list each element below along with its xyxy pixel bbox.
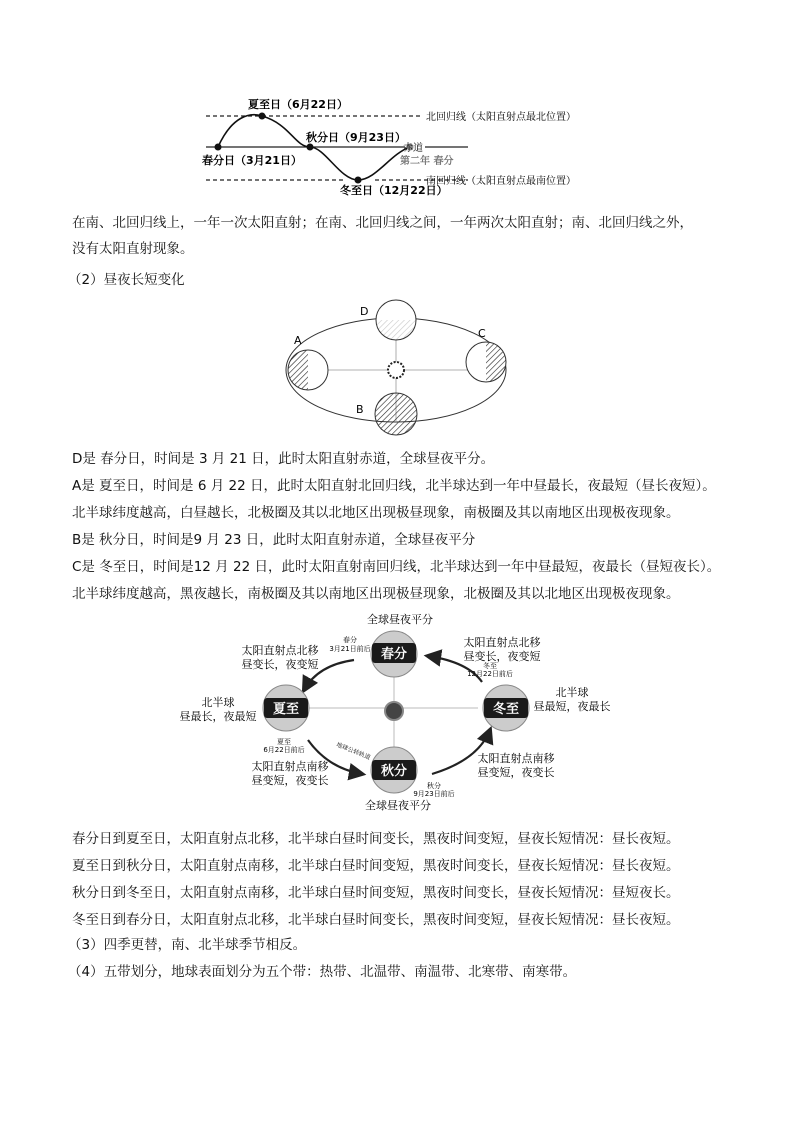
summer-date: 6月22日前后	[263, 746, 305, 754]
earth-b	[375, 393, 417, 435]
earth-d	[376, 300, 416, 340]
spring-small: 春分	[343, 636, 357, 644]
summer-point	[259, 113, 266, 120]
earth-c	[466, 342, 506, 382]
tr-line1: 太阳直射点北移	[463, 636, 541, 649]
earth-a	[288, 350, 328, 390]
br-line2: 昼变短，夜变长	[477, 766, 555, 779]
right-line2: 昼最短，夜最长	[533, 700, 611, 713]
orbit-label-c: C	[478, 327, 486, 340]
section-4: （4）五带划分，地球表面划分为五个带：热带、北温带、南温带、北寒带、南寒带。	[68, 964, 577, 980]
top-label: 全球昼夜平分	[367, 613, 433, 626]
tr-line2: 昼变长，夜变短	[463, 650, 541, 663]
orbit-label-b: B	[356, 403, 364, 416]
summer-label: 夏至日（6月22日）	[248, 98, 348, 111]
spring-badge: 春分	[380, 647, 408, 662]
north-tropic-label: 北回归线（太阳直射点最北位置）	[426, 112, 576, 123]
orbit-figure	[270, 290, 530, 440]
left-line2: 昼最长，夜最短	[179, 710, 257, 723]
winter-date: 12月22日前后	[467, 670, 513, 678]
winter-point	[355, 177, 362, 184]
spring-date: 3月21日前后	[329, 645, 371, 653]
autumn-date: 9月23日前后	[413, 790, 455, 798]
right-line1: 北半球	[555, 686, 589, 699]
section-3: （3）四季更替，南、北半球季节相反。	[68, 937, 307, 953]
orbit-note: 地球公转轨道	[335, 741, 372, 762]
winter-badge: 冬至	[492, 702, 520, 717]
br-line1: 太阳直射点南移	[477, 752, 555, 765]
summer-badge: 夏至	[272, 702, 300, 717]
paragraph-abcd: D是 春分日，时间是 3 月 21 日，此时太阳直射赤道，全球昼夜平分。 A是 夏至日，时间是 6 月 22 日，此时太阳直射北回归线，北半球达到一年中昼最长，夜最短（昼长夜短）。 北半球纬度越高，白昼越长，北极圈及其以北地区出现极昼现象，南极圈及其以南地区出现极夜现象。 B是 秋分日，时间是9 月 23 日，此时太阳直射赤道，全球昼夜平分 C是 冬至日，时间是12 月 22 日，此时太阳直射南回归线，北半球达到一年中昼最短，夜最长（昼短夜长）。 北半球纬度越高，黑夜越长，南极圈及其以南地区出现极昼现象，北极圈及其以北地区出现极夜现象。	[72, 451, 721, 602]
seasons-figure	[178, 610, 618, 816]
autumn-label: 秋分日（9月23日）	[306, 131, 406, 144]
equator-label: 赤道	[403, 143, 423, 154]
autumn-small: 秋分	[427, 782, 441, 790]
paragraph-direct-sun: 在南、北回归线上，一年一次太阳直射；在南、北回归线之间，一年两次太阳直射；南、北回归线之外， 没有太阳直射现象。	[72, 215, 693, 257]
summer-small: 夏至	[277, 738, 291, 746]
winter-label: 冬至日（12月22日）	[340, 184, 448, 197]
bottom-label: 全球昼夜平分	[365, 799, 431, 812]
winter-small: 冬至	[483, 662, 497, 670]
south-tropic-label: 南回归线（太阳直射点最南位置）	[426, 176, 576, 187]
tl-line2: 昼变长，夜变短	[241, 658, 319, 671]
bl-line2: 昼变短，夜变长	[251, 774, 329, 787]
tl-line1: 太阳直射点北移	[241, 644, 319, 657]
sun-icon	[388, 362, 404, 378]
orbit-label-d: D	[360, 305, 369, 318]
left-line1: 北半球	[201, 696, 235, 709]
paragraph-transitions: 春分日到夏至日，太阳直射点北移，北半球白昼时间变长，黑夜时间变短，昼夜长短情况：昼长夜短。 夏至日到秋分日，太阳直射点南移，北半球白昼时间变短，黑夜时间变长，昼夜长短情况：昼长夜短。 秋分日到冬至日，太阳直射点南移，北半球白昼时间变短，黑夜时间变长，昼夜长短情况：昼短夜长。 冬至日到春分日，太阳直射点北移，北半球白昼时间变长，黑夜时间变短，昼夜长短情况：昼长夜短。	[72, 831, 680, 928]
next-spring-label: 第二年 春分	[400, 156, 454, 167]
orbit-label-a: A	[294, 334, 302, 347]
sun-icon	[385, 702, 403, 720]
sun-path-figure	[200, 94, 600, 198]
bl-line1: 太阳直射点南移	[251, 760, 329, 773]
spring-point	[215, 144, 222, 151]
autumn-point	[307, 144, 314, 151]
section-2-heading: （2）昼夜长短变化	[68, 272, 185, 288]
spring-label: 春分日（3月21日）	[202, 154, 302, 167]
autumn-badge: 秋分	[380, 764, 408, 779]
